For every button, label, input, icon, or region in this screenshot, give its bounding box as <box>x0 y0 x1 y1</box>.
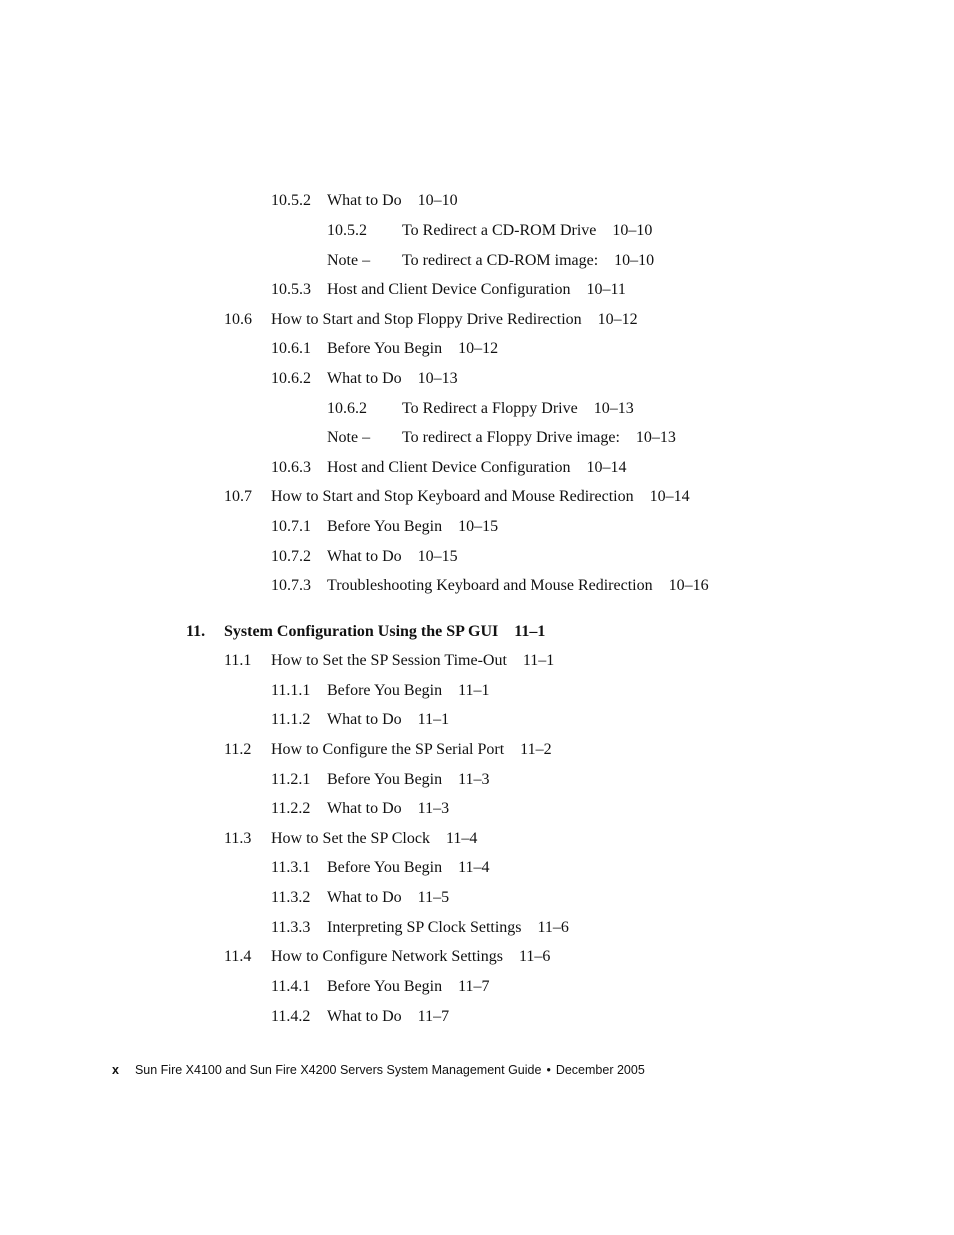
toc-entry-title: Interpreting SP Clock Settings <box>327 919 522 936</box>
toc-entry-page: 10–16 <box>668 577 709 594</box>
toc-entry-title-group <box>327 681 490 701</box>
toc-entry-page: 11–7 <box>458 978 490 995</box>
toc-entry-page: 10–13 <box>635 429 676 446</box>
toc-entry-title-group <box>327 1007 449 1027</box>
toc-entry-page: 10–12 <box>597 311 638 328</box>
toc-entry-page: 10–14 <box>586 459 627 476</box>
toc-entry-title: Host and Client Device Configuration <box>327 281 571 298</box>
toc-entry-title: How to Start and Stop Keyboard and Mouse Redirection <box>271 488 634 505</box>
toc-entry-title: Before You Begin <box>327 518 443 535</box>
footer-date: December 2005 <box>555 1063 645 1077</box>
toc-entry-page: 10–10 <box>417 192 458 209</box>
toc-entry-title-group <box>327 547 458 567</box>
toc-entry-page: 11–7 <box>417 1008 450 1025</box>
toc-entry-page: 10–13 <box>593 400 634 417</box>
toc-entry-title-group <box>271 829 477 849</box>
toc-entry-title-group <box>271 487 690 507</box>
toc-entry-title: Before You Begin <box>327 682 443 699</box>
toc-entry-number: 10.5.3 <box>271 281 311 298</box>
toc-entry-title-group <box>327 517 498 537</box>
toc-entry-number: 11.3.1 <box>271 859 311 876</box>
toc-entry-title: What to Do <box>327 1008 402 1025</box>
toc-entry-page: 11–2 <box>520 741 552 758</box>
toc-entry-page: 11–6 <box>537 919 569 936</box>
toc-entry-title-group <box>224 622 545 642</box>
toc-entry-title: Host and Client Device Configuration <box>327 459 571 476</box>
toc-entry-page: 11–1 <box>522 652 555 669</box>
toc-entry-title: What to Do <box>327 800 402 817</box>
toc-entry-page: 11–1 <box>458 682 490 699</box>
toc-entry-title: Before You Begin <box>327 859 443 876</box>
toc-entry-title: To Redirect a CD-ROM Drive <box>402 222 597 239</box>
toc-entry-title-group <box>327 858 490 878</box>
toc-entry-title: How to Configure Network Settings <box>271 948 503 965</box>
page-folio: x <box>112 1063 119 1077</box>
toc-entry-page: 11–4 <box>458 859 490 876</box>
toc-entry-title-group <box>327 280 626 300</box>
toc-entry-title: How to Set the SP Session Time-Out <box>271 652 507 669</box>
toc-entry-number: 10.7.2 <box>271 548 311 565</box>
toc-entry-page: 11–3 <box>458 771 490 788</box>
toc-entry-page: 10–15 <box>458 518 499 535</box>
toc-entry-title: What to Do <box>327 889 402 906</box>
toc-entry-title-group <box>327 369 458 389</box>
toc-entry-page: 11–1 <box>514 623 546 640</box>
toc-entry-title-group <box>327 918 569 938</box>
toc-entry-number: Note – <box>327 429 371 446</box>
toc-entry-page: 10–11 <box>586 281 626 298</box>
toc-entry-title: Troubleshooting Keyboard and Mouse Redirection <box>327 577 653 594</box>
toc-entry-page: 11–6 <box>518 948 551 965</box>
toc-entry-title-group <box>327 458 627 478</box>
toc-entry-title-group <box>327 710 449 730</box>
toc-entry-number: 11.1.2 <box>271 711 311 728</box>
toc-entry-number: 11.3.3 <box>271 919 311 936</box>
toc-entry-page: 11–1 <box>417 711 450 728</box>
toc-entry-number: 10.7 <box>224 488 252 505</box>
toc-entry-title: What to Do <box>327 192 402 209</box>
toc-entry-number: 10.7.3 <box>271 577 311 594</box>
toc-entry-page: 10–13 <box>417 370 458 387</box>
toc-entry-title-group <box>327 799 449 819</box>
toc-entry-title-group <box>271 947 550 967</box>
toc-entry-page: 11–4 <box>445 830 478 847</box>
page-footer <box>112 1063 645 1077</box>
toc-entry-title-group <box>327 576 709 596</box>
toc-entry-title-group <box>327 339 498 359</box>
toc-entry-page: 10–10 <box>614 252 655 269</box>
toc-entry-number: 11.3.2 <box>271 889 311 906</box>
toc-entry-number: 10.5.2 <box>327 222 367 239</box>
toc-entry-title: System Configuration Using the SP GUI <box>224 623 499 640</box>
toc-entry-number: 10.6.2 <box>327 400 367 417</box>
toc-entry-title-group <box>327 770 490 790</box>
toc-entry-title: What to Do <box>327 370 402 387</box>
toc-entry-number: 10.6.2 <box>271 370 311 387</box>
toc-entry-title-group <box>402 221 652 241</box>
toc-entry-page: 11–3 <box>417 800 450 817</box>
toc-entry-title-group <box>402 399 634 419</box>
footer-separator: • <box>546 1063 551 1077</box>
toc-entry-number: Note – <box>327 252 371 269</box>
toc-entry-page: 10–15 <box>417 548 458 565</box>
toc-entry-number: 11.4.2 <box>271 1008 311 1025</box>
toc-entry-title-group <box>271 310 638 330</box>
toc-entry-number: 11.1.1 <box>271 682 311 699</box>
toc-entry-title: To Redirect a Floppy Drive <box>402 400 578 417</box>
toc-entry-page: 10–10 <box>612 222 653 239</box>
toc-entry-title: To redirect a Floppy Drive image: <box>402 429 620 446</box>
toc-entry-page: 10–12 <box>458 340 499 357</box>
toc-entry-number: 11.3 <box>224 830 252 847</box>
toc-entry-number: 11.2 <box>224 741 252 758</box>
toc-entry-number: 11. <box>186 623 206 640</box>
toc-entry-title-group <box>327 888 449 908</box>
toc-entry-page: 11–5 <box>417 889 450 906</box>
toc-entry-title: What to Do <box>327 548 402 565</box>
toc-entry-title: Before You Begin <box>327 978 443 995</box>
toc-entry-number: 10.6.3 <box>271 459 311 476</box>
toc-entry-title: How to Set the SP Clock <box>271 830 430 847</box>
toc-entry-title-group <box>402 428 676 448</box>
toc-entry-number: 11.4 <box>224 948 252 965</box>
toc-entry-title: How to Start and Stop Floppy Drive Redirection <box>271 311 582 328</box>
toc-entry-number: 11.2.1 <box>271 771 311 788</box>
toc-entry-title: What to Do <box>327 711 402 728</box>
toc-entry-number: 11.2.2 <box>271 800 311 817</box>
toc-entry-title: Before You Begin <box>327 340 443 357</box>
toc-entry-title-group <box>402 251 654 271</box>
toc-entry-number: 10.6.1 <box>271 340 311 357</box>
book-title: Sun Fire X4100 and Sun Fire X4200 Servers System Management Guide <box>134 1063 542 1077</box>
toc-entry-title: Before You Begin <box>327 771 443 788</box>
toc-entry-number: 10.5.2 <box>271 192 311 209</box>
toc-entry-page: 10–14 <box>649 488 690 505</box>
toc-entry-title: How to Configure the SP Serial Port <box>271 741 505 758</box>
toc-entry-title-group <box>327 977 490 997</box>
toc-entry-title-group <box>327 191 458 211</box>
toc-entry-title-group <box>271 651 554 671</box>
toc-entry-number: 10.7.1 <box>271 518 311 535</box>
toc-entry-number: 10.6 <box>224 311 252 328</box>
toc-entry-title: To redirect a CD-ROM image: <box>402 252 599 269</box>
toc-entry-number: 11.4.1 <box>271 978 311 995</box>
toc-entry-title-group <box>271 740 552 760</box>
toc-entry-number: 11.1 <box>224 652 252 669</box>
